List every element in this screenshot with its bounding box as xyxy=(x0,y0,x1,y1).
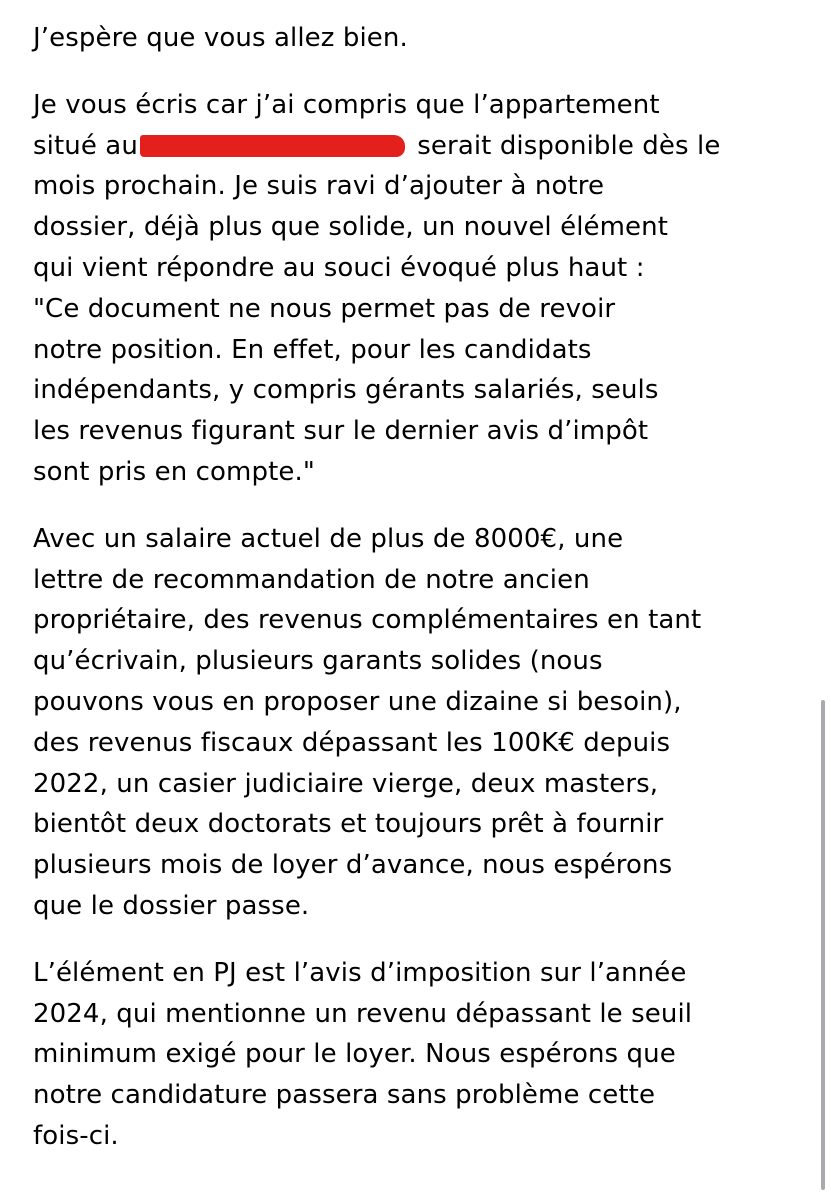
text-line: bientôt deux doctorats et toujours prêt à fournir xyxy=(33,809,664,840)
text-line: 2022, un casier judiciaire vierge, deux masters, xyxy=(33,768,659,799)
text-line: notre candidature passera sans problème cette xyxy=(33,1080,656,1111)
vertical-scrollbar[interactable] xyxy=(821,700,825,1190)
paragraph-apartment xyxy=(33,85,823,493)
text-line: des revenus fiscaux dépassant les 100K€ depuis xyxy=(33,727,671,758)
paragraph-attachment xyxy=(33,953,823,1157)
email-body xyxy=(33,18,823,1157)
text-line: J’espère que vous allez bien. xyxy=(33,23,408,53)
text-line-with-redaction xyxy=(33,126,823,167)
text-line: lettre de recommandation de notre ancien xyxy=(33,564,590,595)
text-line: "Ce document ne nous permet pas de revoir xyxy=(33,293,616,324)
text-line: L’élément en PJ est l’avis d’imposition sur l’année xyxy=(33,957,687,988)
text-line: 2024, qui mentionne un revenu dépassant le seuil xyxy=(33,998,693,1029)
text-line: pouvons vous en proposer une dizaine si besoin), xyxy=(33,686,682,717)
text-line: les revenus figurant sur le dernier avis d’impôt xyxy=(33,416,649,447)
paragraph-qualifications xyxy=(33,519,823,927)
redacted-address xyxy=(140,135,405,157)
text-line: mois prochain. Je suis ravi d’ajouter à notre xyxy=(33,171,605,202)
text-line: minimum exigé pour le loyer. Nous espérons que xyxy=(33,1039,676,1070)
text-line: sont pris en compte." xyxy=(33,456,315,487)
text-line: Avec un salaire actuel de plus de 8000€, une xyxy=(33,523,624,554)
text-line: que le dossier passe. xyxy=(33,890,310,921)
text-line: Je vous écris car j’ai compris que l’appartement xyxy=(33,89,660,120)
paragraph-greeting xyxy=(33,18,823,59)
text-line: dossier, déjà plus que solide, un nouvel élément xyxy=(33,212,669,243)
address-suffix: serait disponible dès le xyxy=(408,130,721,161)
address-prefix: situé au xyxy=(33,130,138,161)
text-line: notre position. En effet, pour les candidats xyxy=(33,334,592,365)
text-line: fois-ci. xyxy=(33,1120,119,1151)
text-line: qui vient répondre au souci évoqué plus haut : xyxy=(33,252,645,283)
text-line: qu’écrivain, plusieurs garants solides (nous xyxy=(33,646,603,677)
text-line: plusieurs mois de loyer d’avance, nous espérons xyxy=(33,850,673,881)
text-line: propriétaire, des revenus complémentaires en tant xyxy=(33,605,702,636)
text-line: indépendants, y compris gérants salariés, seuls xyxy=(33,375,659,406)
